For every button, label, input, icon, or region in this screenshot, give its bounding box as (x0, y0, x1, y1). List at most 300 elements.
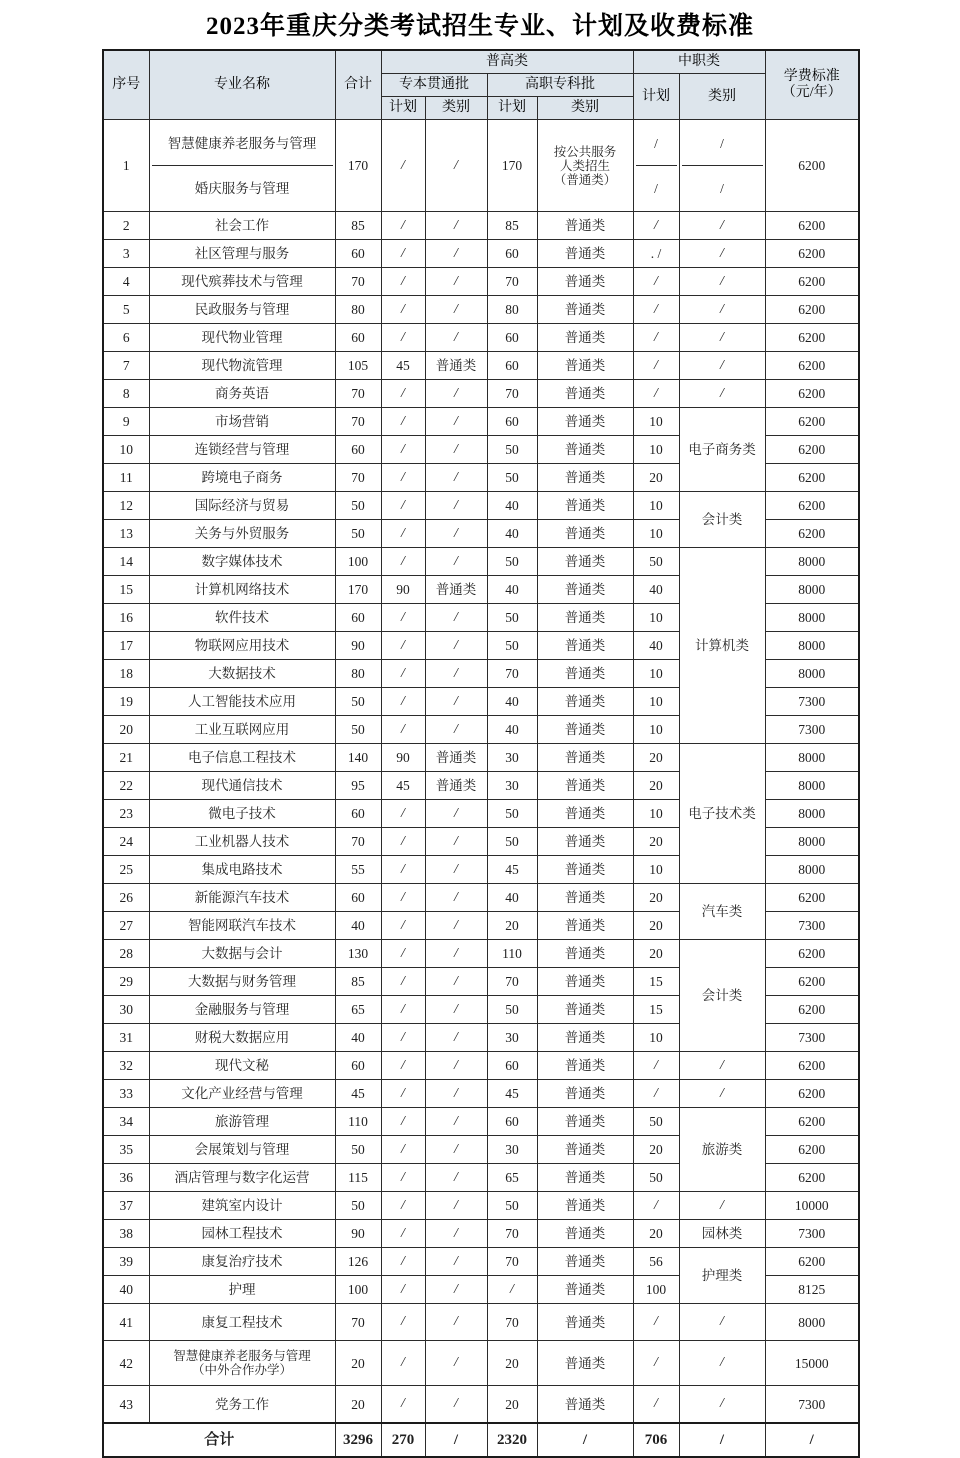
row-total: 80 (335, 296, 381, 324)
row-gz-plan: 70 (487, 1248, 537, 1276)
row-zb-category: / (425, 548, 487, 576)
row-total: 130 (335, 940, 381, 968)
row-fee: 6200 (765, 352, 859, 380)
row-index: 19 (103, 688, 149, 716)
header-row-1 (103, 50, 859, 74)
row-zz-category-group: 电子技术类 (679, 744, 765, 884)
row-index: 17 (103, 632, 149, 660)
row-index: 34 (103, 1108, 149, 1136)
row-fee: 6200 (765, 1136, 859, 1164)
row-total: 60 (335, 324, 381, 352)
row-major-name: 微电子技术 (149, 800, 335, 828)
row-zz-category: / (679, 380, 765, 408)
row-major-name: 园林工程技术 (149, 1220, 335, 1248)
row-fee: 7300 (765, 1220, 859, 1248)
row-major-name: 康复工程技术 (149, 1304, 335, 1341)
row-total: 80 (335, 660, 381, 688)
split-sub-cell: 婚庆服务与管理 (194, 180, 290, 196)
row-gz-category: 普通类 (537, 436, 633, 464)
row-fee: 6200 (765, 1248, 859, 1276)
row-fee: 6200 (765, 464, 859, 492)
row-zz-plan: 15 (633, 996, 679, 1024)
row-zb-category: / (425, 1024, 487, 1052)
row-gz-plan: 50 (487, 604, 537, 632)
row-gz-category: 普通类 (537, 268, 633, 296)
row-index: 30 (103, 996, 149, 1024)
row-gz-plan: 60 (487, 1052, 537, 1080)
row-total: 100 (335, 548, 381, 576)
total-zb-plan: 270 (381, 1423, 425, 1457)
row-fee: 6200 (765, 968, 859, 996)
row-index: 10 (103, 436, 149, 464)
row-major-name: 旅游管理 (149, 1108, 335, 1136)
row-zz-plan: 10 (633, 1024, 679, 1052)
enrollment-table-wrapper (102, 49, 858, 1458)
row-total: 60 (335, 800, 381, 828)
total-label: 合计 (103, 1423, 335, 1457)
row-zb-plan: / (381, 660, 425, 688)
row-gz-plan: 70 (487, 1304, 537, 1341)
row-zb-plan: / (381, 1164, 425, 1192)
row-major-name: 工业互联网应用 (149, 716, 335, 744)
row-fee: 6200 (765, 520, 859, 548)
row-gz-plan: 70 (487, 660, 537, 688)
row-index: 4 (103, 268, 149, 296)
row-gz-category: 普通类 (537, 716, 633, 744)
row-fee: 6200 (765, 240, 859, 268)
row-zb-category: / (425, 940, 487, 968)
row-total: 40 (335, 912, 381, 940)
row-zb-category: / (425, 1276, 487, 1304)
row-fee: 8000 (765, 744, 859, 772)
row-gz-plan: 50 (487, 1192, 537, 1220)
row-index: 14 (103, 548, 149, 576)
row-gz-plan: 50 (487, 632, 537, 660)
row-zb-plan: / (381, 324, 425, 352)
row-zz-plan: / (633, 352, 679, 380)
row-major-name: 大数据技术 (149, 660, 335, 688)
row-zz-category-group: 计算机类 (679, 548, 765, 744)
row-fee: 8125 (765, 1276, 859, 1304)
row-index: 36 (103, 1164, 149, 1192)
row-zz-plan: / (633, 296, 679, 324)
row-gz-plan: / (487, 1276, 537, 1304)
row-fee: 7300 (765, 1386, 859, 1424)
row-zz-plan: / (633, 1052, 679, 1080)
row-major-name: 现代通信技术 (149, 772, 335, 800)
row-zz-plan: / (633, 380, 679, 408)
row-gz-plan: 30 (487, 772, 537, 800)
row-zb-category: / (425, 716, 487, 744)
row-gz-category: 普通类 (537, 1276, 633, 1304)
row-zb-plan: / (381, 548, 425, 576)
row-zb-category: / (425, 1220, 487, 1248)
row-total: 70 (335, 828, 381, 856)
row-zb-plan: / (381, 492, 425, 520)
row-major-name: 现代物流管理 (149, 352, 335, 380)
row-major-name: 护理 (149, 1276, 335, 1304)
row-index: 16 (103, 604, 149, 632)
row-gz-plan: 170 (487, 120, 537, 212)
row-gz-plan: 50 (487, 464, 537, 492)
row-zb-category: / (425, 240, 487, 268)
row-index: 35 (103, 1136, 149, 1164)
row-zb-category: 普通类 (425, 772, 487, 800)
row-gz-category: 普通类 (537, 996, 633, 1024)
row-zz-plan: 20 (633, 772, 679, 800)
row-index: 12 (103, 492, 149, 520)
row-zb-category: / (425, 436, 487, 464)
header-total: 合计 (335, 50, 381, 120)
row-total: 60 (335, 240, 381, 268)
row-gz-category: 普通类 (537, 1052, 633, 1080)
row-gz-category: 普通类 (537, 576, 633, 604)
row-total: 70 (335, 464, 381, 492)
row-zb-plan: / (381, 996, 425, 1024)
row-zz-plan (633, 120, 679, 212)
row-fee: 6200 (765, 408, 859, 436)
header-gz-plan: 计划 (487, 97, 537, 120)
row-gz-category: 普通类 (537, 464, 633, 492)
row-zz-category: 园林类 (679, 1220, 765, 1248)
row-zb-plan: / (381, 268, 425, 296)
row-zb-category: / (425, 968, 487, 996)
row-index: 5 (103, 296, 149, 324)
row-zz-plan: 10 (633, 660, 679, 688)
row-zb-plan: / (381, 464, 425, 492)
row-gz-plan: 40 (487, 576, 537, 604)
row-gz-category: 普通类 (537, 632, 633, 660)
row-zb-plan: / (381, 380, 425, 408)
row-gz-plan: 50 (487, 996, 537, 1024)
row-gz-category: 普通类 (537, 380, 633, 408)
row-total: 85 (335, 212, 381, 240)
row-gz-category: 普通类 (537, 744, 633, 772)
row-gz-plan: 40 (487, 884, 537, 912)
row-zb-category: / (425, 212, 487, 240)
row-zb-category: 普通类 (425, 352, 487, 380)
row-fee: 6200 (765, 212, 859, 240)
row-zb-plan: / (381, 828, 425, 856)
table-row (103, 1052, 859, 1080)
row-zb-category: / (425, 1108, 487, 1136)
row-index: 24 (103, 828, 149, 856)
row-zz-plan: 10 (633, 856, 679, 884)
row-fee: 7300 (765, 716, 859, 744)
row-zb-plan: / (381, 1024, 425, 1052)
header-fee-line1: 学费标准 (783, 69, 840, 85)
row-index: 41 (103, 1304, 149, 1341)
header-zb-plan: 计划 (381, 97, 425, 120)
row-index: 21 (103, 744, 149, 772)
row-gz-plan: 20 (487, 1386, 537, 1424)
row-zb-category: / (425, 492, 487, 520)
header-general-high: 普高类 (381, 50, 633, 74)
row-gz-plan: 110 (487, 940, 537, 968)
table-row (103, 1341, 859, 1386)
row-zz-category-group: 汽车类 (679, 884, 765, 940)
row-zz-category-group: 护理类 (679, 1248, 765, 1304)
row-gz-category: 普通类 (537, 968, 633, 996)
table-row (103, 240, 859, 268)
row-zz-plan: 10 (633, 800, 679, 828)
row-zz-plan: 50 (633, 548, 679, 576)
row-major-name: 工业机器人技术 (149, 828, 335, 856)
row-zz-category: / (679, 268, 765, 296)
row-major-name: 软件技术 (149, 604, 335, 632)
row-gz-plan: 20 (487, 1341, 537, 1386)
row-gz-category: 普通类 (537, 1192, 633, 1220)
row-gz-category: 普通类 (537, 520, 633, 548)
row-zb-plan: / (381, 1220, 425, 1248)
row-total: 170 (335, 120, 381, 212)
row-major-name: 文化产业经营与管理 (149, 1080, 335, 1108)
table-row (103, 548, 859, 576)
table-row (103, 940, 859, 968)
row-gz-category: 普通类 (537, 828, 633, 856)
row-index: 22 (103, 772, 149, 800)
row-total: 50 (335, 716, 381, 744)
header-gz-batch: 高职专科批 (487, 74, 633, 97)
row-zb-category: / (425, 884, 487, 912)
row-zz-plan: / (633, 1386, 679, 1424)
row-zb-plan: / (381, 1052, 425, 1080)
total-zz-plan: 706 (633, 1423, 679, 1457)
header-fee (765, 50, 859, 120)
row-total: 60 (335, 604, 381, 632)
row-zz-plan: 10 (633, 408, 679, 436)
row-zb-plan: / (381, 1304, 425, 1341)
row-gz-category: 普通类 (537, 856, 633, 884)
row-fee: 8000 (765, 1304, 859, 1341)
row-gz-plan: 60 (487, 324, 537, 352)
row-total: 60 (335, 436, 381, 464)
row-zb-plan: / (381, 1192, 425, 1220)
row-zb-category: 普通类 (425, 744, 487, 772)
row-total: 100 (335, 1276, 381, 1304)
row-gz-plan: 40 (487, 688, 537, 716)
row-zb-plan: / (381, 884, 425, 912)
header-vocational-plan: 计划 (633, 74, 679, 120)
row-gz-category: 普通类 (537, 1220, 633, 1248)
row-zz-plan: 10 (633, 492, 679, 520)
table-row (103, 1192, 859, 1220)
row-gz-plan: 60 (487, 408, 537, 436)
row-index: 26 (103, 884, 149, 912)
row-fee: 8000 (765, 772, 859, 800)
row-major-name: 民政服务与管理 (149, 296, 335, 324)
row-index: 20 (103, 716, 149, 744)
row-zz-plan: 10 (633, 604, 679, 632)
page-title: 2023年重庆分类考试招生专业、计划及收费标准 (205, 13, 754, 40)
row-gz-plan: 30 (487, 1024, 537, 1052)
row-index: 2 (103, 212, 149, 240)
row-zb-plan: / (381, 212, 425, 240)
row-major-name (149, 120, 335, 212)
row-gz-category: 普通类 (537, 212, 633, 240)
total-zb-category: / (425, 1423, 487, 1457)
row-gz-category: 普通类 (537, 492, 633, 520)
row-zz-plan: . / (633, 240, 679, 268)
row-zz-plan: 100 (633, 1276, 679, 1304)
row-index: 37 (103, 1192, 149, 1220)
total-sum: 3296 (335, 1423, 381, 1457)
row-zz-category: / (679, 212, 765, 240)
row-zb-category: / (425, 1136, 487, 1164)
cell-line: 人类招生 (559, 158, 610, 173)
row-total: 20 (335, 1341, 381, 1386)
row-total: 60 (335, 1052, 381, 1080)
row-major-name: 商务英语 (149, 380, 335, 408)
row-major-name: 社区管理与服务 (149, 240, 335, 268)
row-gz-category (537, 120, 633, 212)
cell-line: （中外合作办学） (191, 1363, 292, 1378)
row-zb-category: / (425, 800, 487, 828)
row-zb-plan: 90 (381, 744, 425, 772)
row-fee: 6200 (765, 492, 859, 520)
row-major-name: 物联网应用技术 (149, 632, 335, 660)
row-zz-category-group: 电子商务类 (679, 408, 765, 492)
row-major-name: 财税大数据应用 (149, 1024, 335, 1052)
header-vocational: 中职类 (633, 50, 765, 74)
row-zb-plan: / (381, 520, 425, 548)
row-zz-plan: 20 (633, 1220, 679, 1248)
row-major-name: 集成电路技术 (149, 856, 335, 884)
row-zz-category (679, 120, 765, 212)
row-gz-category: 普通类 (537, 548, 633, 576)
row-zb-category: / (425, 380, 487, 408)
row-zz-plan: 20 (633, 884, 679, 912)
row-fee: 7300 (765, 912, 859, 940)
row-gz-plan: 50 (487, 436, 537, 464)
row-gz-category: 普通类 (537, 1108, 633, 1136)
table-row (103, 492, 859, 520)
row-fee: 6200 (765, 1080, 859, 1108)
row-index: 15 (103, 576, 149, 604)
row-major-name: 建筑室内设计 (149, 1192, 335, 1220)
row-zz-plan: 50 (633, 1164, 679, 1192)
row-gz-plan: 20 (487, 912, 537, 940)
header-zb-category: 类别 (425, 97, 487, 120)
row-fee: 8000 (765, 576, 859, 604)
row-zb-plan: / (381, 240, 425, 268)
row-zb-category: / (425, 1192, 487, 1220)
row-zb-category: / (425, 408, 487, 436)
row-zb-plan: / (381, 1108, 425, 1136)
row-zz-plan: 10 (633, 520, 679, 548)
row-total: 40 (335, 1024, 381, 1052)
header-index: 序号 (103, 50, 149, 120)
row-gz-category: 普通类 (537, 1136, 633, 1164)
row-total: 140 (335, 744, 381, 772)
row-gz-category: 普通类 (537, 1304, 633, 1341)
row-zz-plan: 15 (633, 968, 679, 996)
row-zb-plan: / (381, 1248, 425, 1276)
row-gz-category: 普通类 (537, 688, 633, 716)
row-zz-plan: 20 (633, 744, 679, 772)
row-total: 90 (335, 632, 381, 660)
row-zz-plan: 10 (633, 436, 679, 464)
row-gz-plan: 45 (487, 1080, 537, 1108)
row-zz-category-group: 旅游类 (679, 1108, 765, 1192)
row-index: 8 (103, 380, 149, 408)
row-gz-category: 普通类 (537, 1080, 633, 1108)
row-zb-category: / (425, 856, 487, 884)
split-sub-cell: / (636, 121, 677, 166)
row-total: 50 (335, 1192, 381, 1220)
row-total: 115 (335, 1164, 381, 1192)
row-gz-category: 普通类 (537, 1164, 633, 1192)
row-gz-category: 普通类 (537, 884, 633, 912)
table-body (103, 120, 859, 1424)
table-row (103, 296, 859, 324)
row-gz-category: 普通类 (537, 1341, 633, 1386)
table-row (103, 408, 859, 436)
table-row (103, 1108, 859, 1136)
row-major-name: 市场营销 (149, 408, 335, 436)
row-zz-plan: / (633, 324, 679, 352)
split-sub-cell: 智慧健康养老服务与管理 (152, 121, 333, 166)
row-fee: 8000 (765, 856, 859, 884)
row-zb-plan: 90 (381, 576, 425, 604)
row-index: 31 (103, 1024, 149, 1052)
row-gz-plan: 30 (487, 1136, 537, 1164)
table-row (103, 884, 859, 912)
row-gz-category: 普通类 (537, 1248, 633, 1276)
table-row (103, 1386, 859, 1424)
row-total: 70 (335, 380, 381, 408)
table-row (103, 120, 859, 212)
row-zb-category: / (425, 520, 487, 548)
row-zb-category: / (425, 1164, 487, 1192)
row-zb-plan: / (381, 1080, 425, 1108)
row-fee: 6200 (765, 324, 859, 352)
row-zb-plan: / (381, 296, 425, 324)
table-row (103, 1248, 859, 1276)
row-index: 40 (103, 1276, 149, 1304)
row-total: 70 (335, 1304, 381, 1341)
row-major-name: 智能网联汽车技术 (149, 912, 335, 940)
row-major-name: 大数据与财务管理 (149, 968, 335, 996)
table-row (103, 744, 859, 772)
row-zz-category-group: 会计类 (679, 492, 765, 548)
row-fee: 7300 (765, 1024, 859, 1052)
cell-line: 按公共服务 (553, 144, 617, 159)
row-index: 42 (103, 1341, 149, 1386)
row-zz-plan: / (633, 212, 679, 240)
enrollment-plan-table (102, 49, 860, 1458)
row-fee: 6200 (765, 120, 859, 212)
row-total: 110 (335, 1108, 381, 1136)
row-gz-plan: 85 (487, 212, 537, 240)
row-gz-plan: 65 (487, 1164, 537, 1192)
row-gz-category: 普通类 (537, 772, 633, 800)
row-gz-category: 普通类 (537, 1024, 633, 1052)
row-total: 126 (335, 1248, 381, 1276)
row-gz-plan: 70 (487, 380, 537, 408)
row-zz-plan: 20 (633, 1136, 679, 1164)
row-fee: 8000 (765, 660, 859, 688)
row-zb-plan: / (381, 120, 425, 212)
row-major-name: 酒店管理与数字化运营 (149, 1164, 335, 1192)
row-zb-plan: / (381, 1136, 425, 1164)
row-major-name: 人工智能技术应用 (149, 688, 335, 716)
row-zb-plan: / (381, 940, 425, 968)
table-row (103, 268, 859, 296)
row-zb-category: / (425, 688, 487, 716)
row-major-name: 计算机网络技术 (149, 576, 335, 604)
row-index: 1 (103, 120, 149, 212)
